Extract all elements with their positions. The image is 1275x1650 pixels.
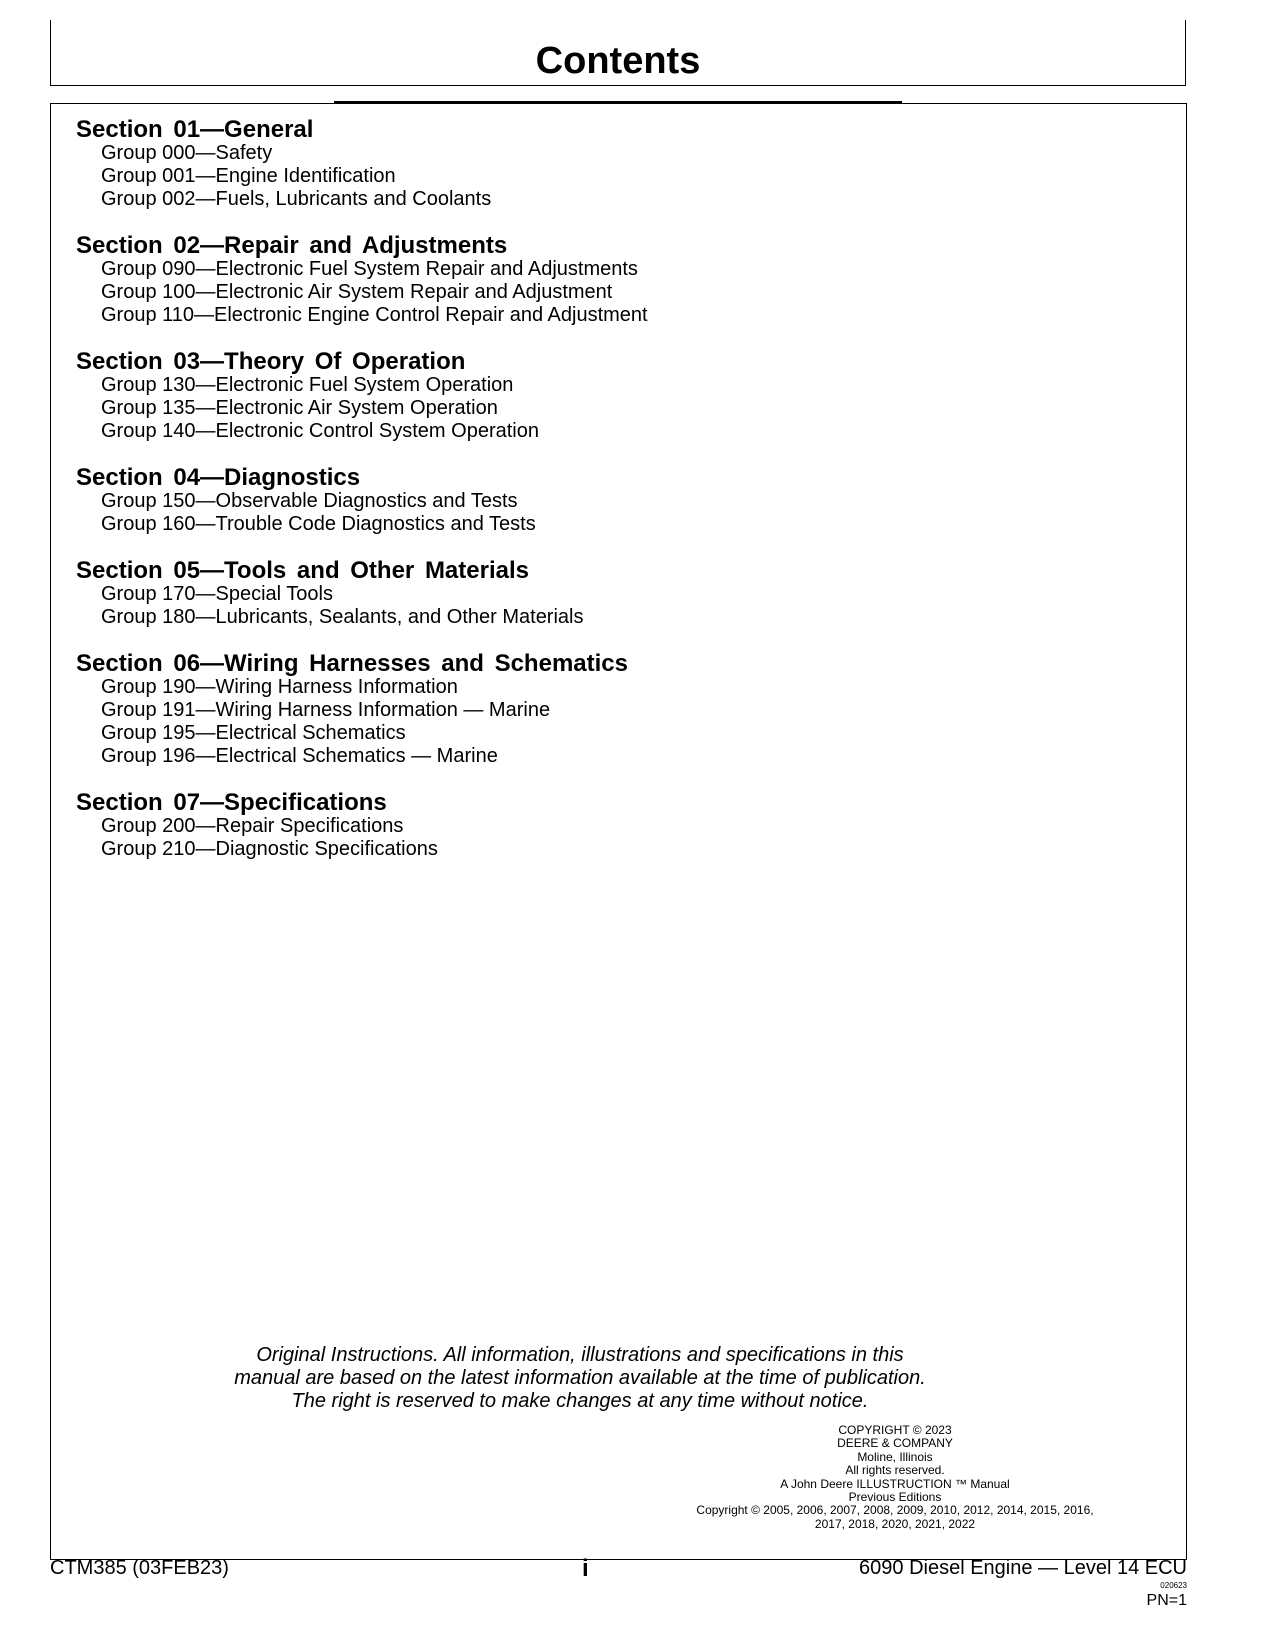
- copyright-line: A John Deere ILLUSTRUCTION ™ Manual: [780, 1476, 1010, 1491]
- copyright-line: Previous Editions: [848, 1490, 942, 1505]
- notice-line: The right is reserved to make changes at any time without notice.: [291, 1390, 869, 1412]
- toc-group-link[interactable]: Group 130—Electronic Fuel System Operation: [101, 374, 514, 396]
- toc-section: [76, 350, 716, 443]
- toc-group-link[interactable]: Group 100—Electronic Air System Repair and Adjustment: [101, 281, 613, 303]
- toc-section-link[interactable]: Section 02—Repair and Adjustments: [76, 232, 508, 259]
- toc-group-link[interactable]: Group 001—Engine Identification: [101, 165, 396, 187]
- original-instructions-notice: [180, 1344, 980, 1413]
- toc-group-link[interactable]: Group 200—Repair Specifications: [101, 815, 404, 837]
- content-frame-accent: [334, 101, 902, 104]
- toc-group-link[interactable]: Group 000—Safety: [101, 142, 273, 164]
- toc-group-link[interactable]: Group 110—Electronic Engine Control Repair and Adjustment: [101, 304, 648, 326]
- toc-group-link[interactable]: Group 210—Diagnostic Specifications: [101, 838, 438, 860]
- toc-section: [76, 466, 716, 536]
- toc-section-link[interactable]: Section 04—Diagnostics: [76, 464, 361, 491]
- toc-group-link[interactable]: Group 195—Electrical Schematics: [101, 722, 406, 744]
- copyright-line: DEERE & COMPANY: [837, 1436, 953, 1451]
- footer-manual-title: 6090 Diesel Engine — Level 14 ECU: [859, 1557, 1187, 1579]
- footer-pn: PN=1: [1146, 1592, 1187, 1609]
- copyright-line: COPYRIGHT © 2023: [838, 1423, 952, 1437]
- page-title: Contents: [535, 40, 701, 82]
- toc-section-link[interactable]: Section 03—Theory Of Operation: [76, 348, 466, 375]
- notice-line: manual are based on the latest information available at the time of publication.: [234, 1367, 926, 1389]
- toc-section: [76, 234, 716, 327]
- toc-group-link[interactable]: Group 090—Electronic Fuel System Repair and Adjustments: [101, 258, 638, 280]
- toc-group-link[interactable]: Group 135—Electronic Air System Operation: [101, 397, 498, 419]
- copyright-block: [640, 1424, 1150, 1531]
- toc-section: [76, 652, 716, 768]
- footer-page-number: i: [582, 1555, 589, 1582]
- copyright-line: Copyright © 2005, 2006, 2007, 2008, 2009, 2010, 2012, 2014, 2015, 2016,: [696, 1503, 1094, 1518]
- toc-group-link[interactable]: Group 180—Lubricants, Sealants, and Other Materials: [101, 606, 584, 628]
- toc-group-link[interactable]: Group 190—Wiring Harness Information: [101, 676, 458, 698]
- notice-line: Original Instructions. All information, illustrations and specifications in this: [256, 1344, 904, 1366]
- toc-section: [76, 559, 716, 629]
- toc-group-link[interactable]: Group 196—Electrical Schematics — Marine: [101, 745, 498, 767]
- table-of-contents: [76, 118, 716, 884]
- toc-section-link[interactable]: Section 07—Specifications: [76, 789, 387, 816]
- toc-section-link[interactable]: Section 05—Tools and Other Materials: [76, 557, 529, 584]
- toc-section: [76, 118, 716, 211]
- copyright-line: Moline, Illinois: [857, 1449, 933, 1464]
- copyright-line: 2017, 2018, 2020, 2021, 2022: [814, 1516, 976, 1531]
- title-frame: [50, 20, 1186, 86]
- toc-section-link[interactable]: Section 06—Wiring Harnesses and Schematics: [76, 650, 628, 677]
- toc-group-link[interactable]: Group 002—Fuels, Lubricants and Coolants: [101, 188, 492, 210]
- toc-section-link[interactable]: Section 01—General: [76, 116, 314, 143]
- toc-group-link[interactable]: Group 170—Special Tools: [101, 583, 333, 605]
- toc-group-link[interactable]: Group 160—Trouble Code Diagnostics and Tests: [101, 513, 536, 535]
- toc-group-link[interactable]: Group 150—Observable Diagnostics and Tests: [101, 490, 518, 512]
- toc-group-link[interactable]: Group 191—Wiring Harness Information — Marine: [101, 699, 551, 721]
- toc-group-link[interactable]: Group 140—Electronic Control System Operation: [101, 420, 539, 442]
- footer-document-id: CTM385 (03FEB23): [50, 1557, 229, 1579]
- toc-section: [76, 791, 716, 861]
- copyright-line: All rights reserved.: [845, 1463, 945, 1478]
- footer-date-code: 020623: [1160, 1581, 1187, 1590]
